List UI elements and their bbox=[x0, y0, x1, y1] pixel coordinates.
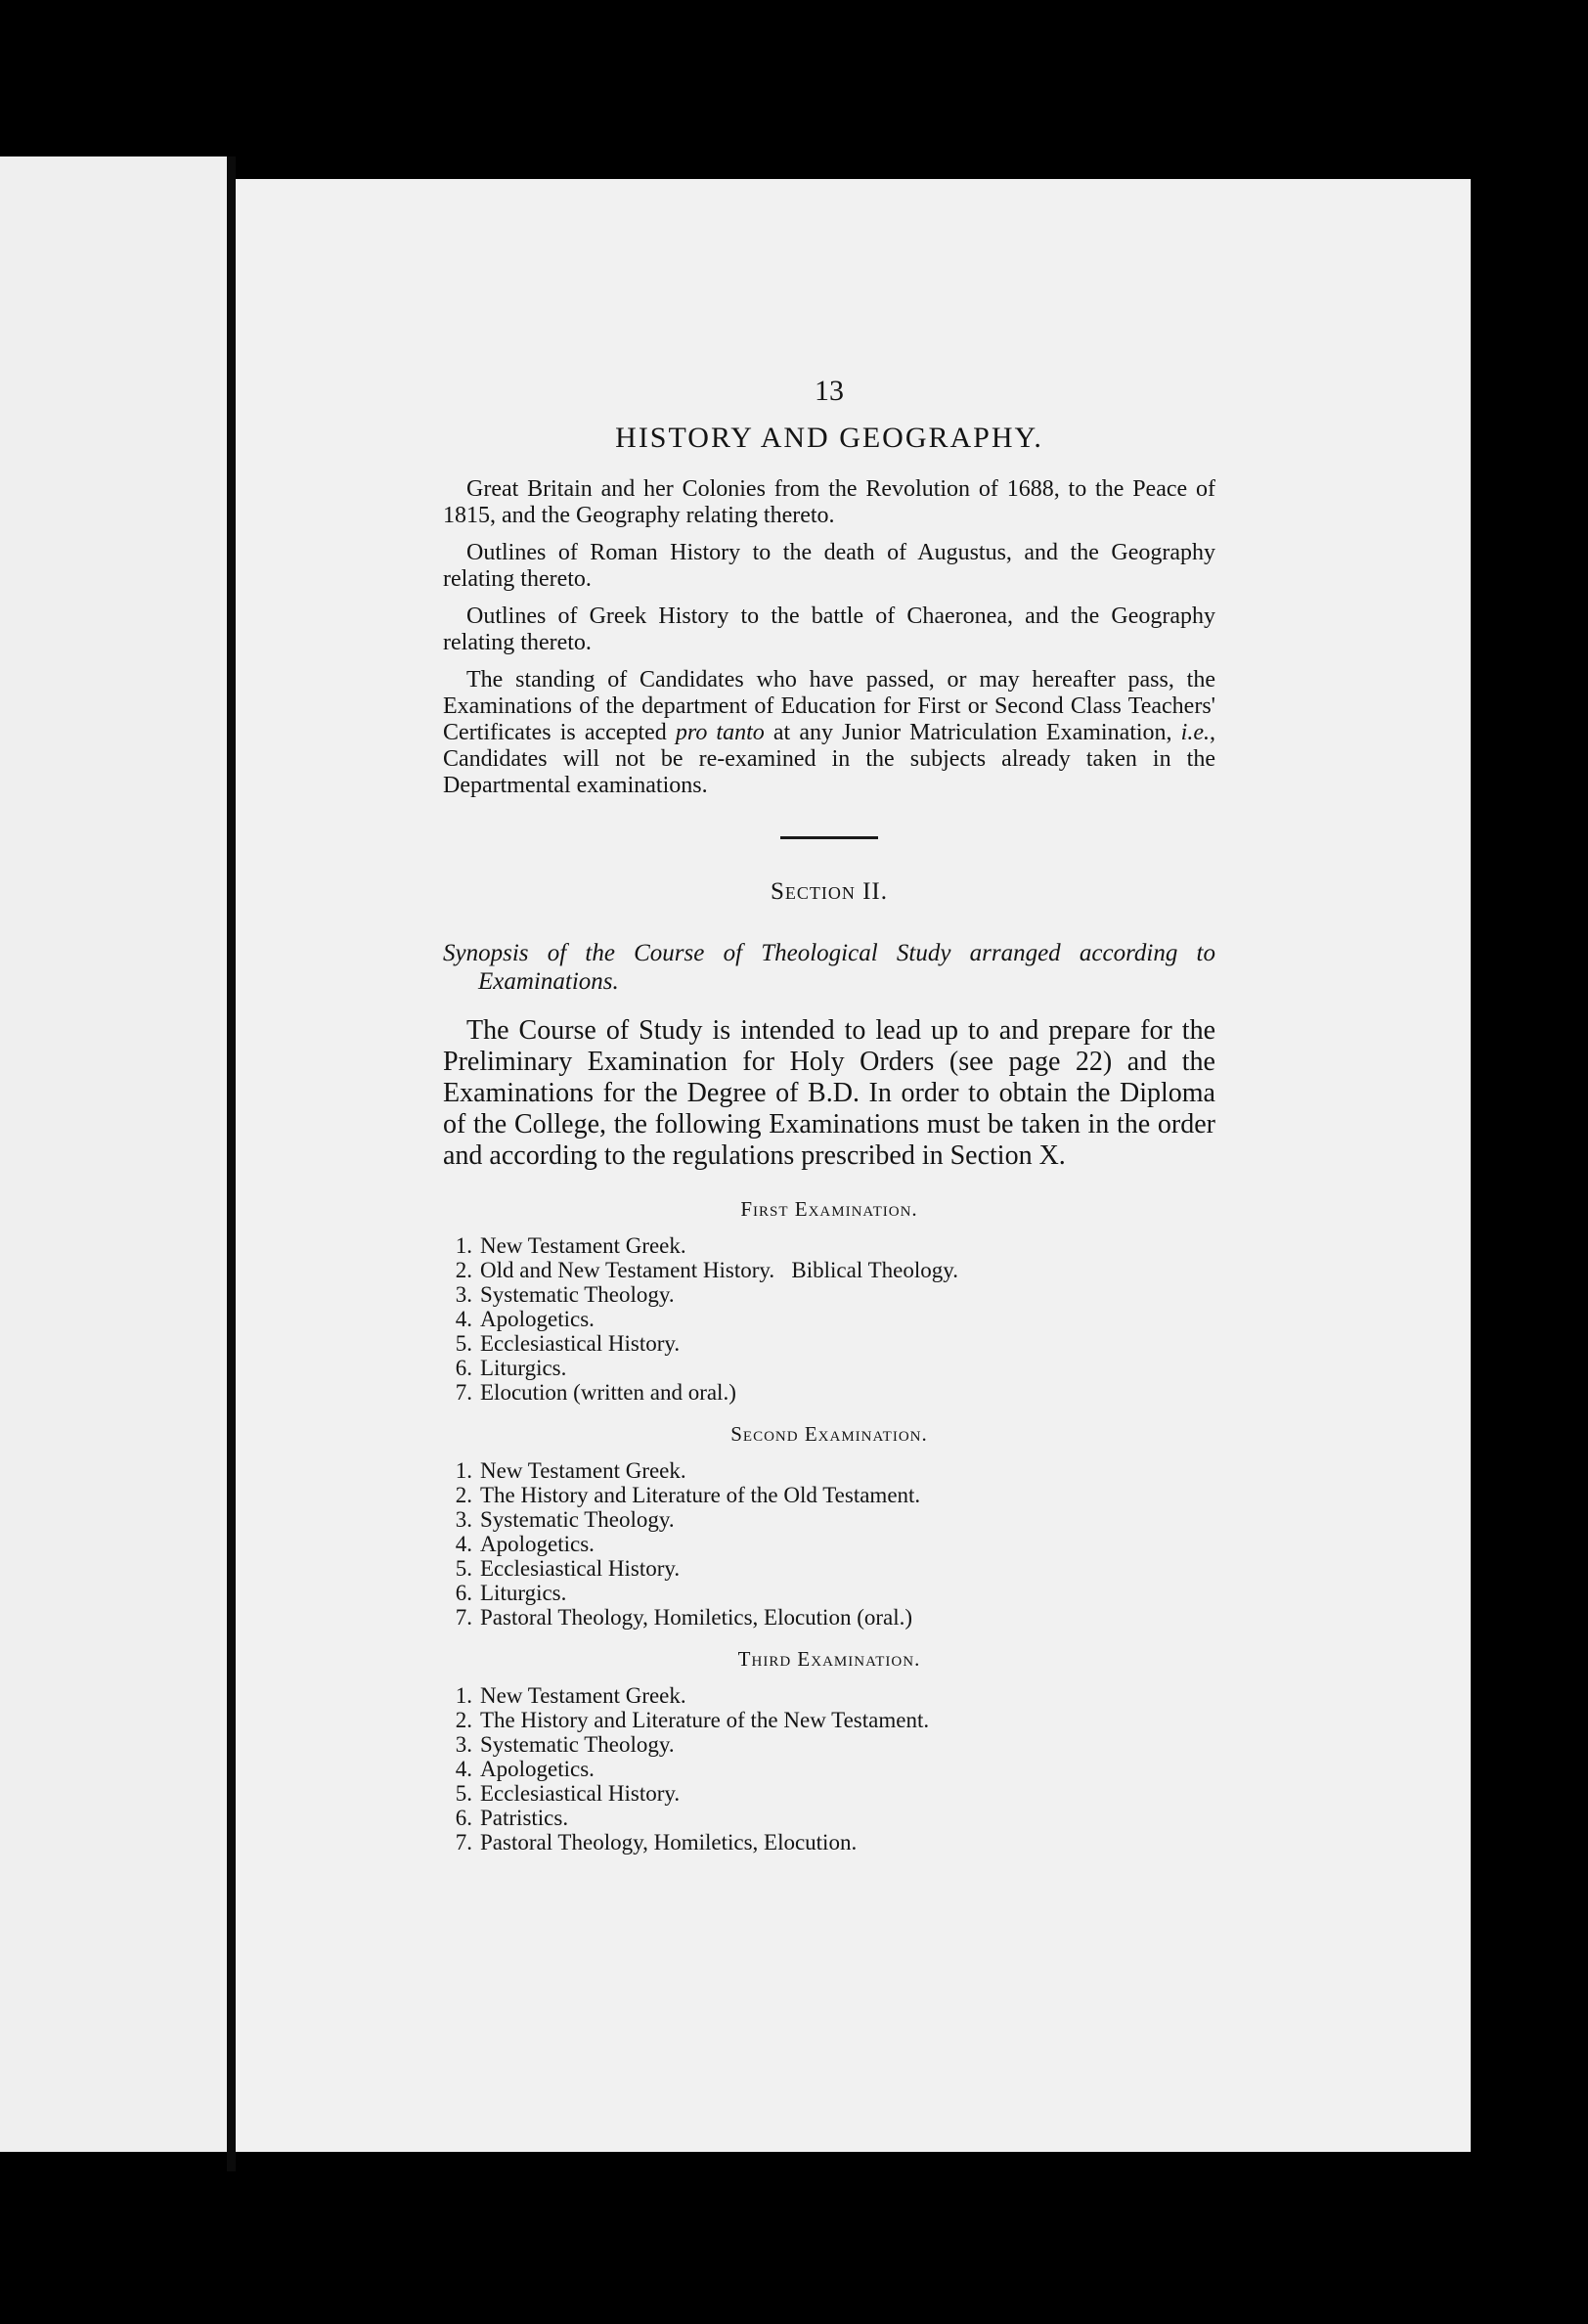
candidates-text-2: at any Junior Matriculation Examination, bbox=[764, 720, 1181, 745]
list-item bbox=[443, 1307, 1215, 1331]
list-item bbox=[443, 1282, 1215, 1307]
list-item bbox=[443, 1258, 1215, 1282]
item-number: 6. bbox=[455, 1806, 472, 1830]
list-item bbox=[443, 1507, 1215, 1532]
list-item bbox=[443, 1556, 1215, 1581]
left-page-edge bbox=[0, 156, 227, 2152]
item-number: 7. bbox=[455, 1380, 472, 1405]
list-item bbox=[443, 1757, 1215, 1781]
exam-heading: Second Examination. bbox=[730, 1422, 928, 1446]
item-text: Systematic Theology. bbox=[480, 1282, 675, 1307]
gutter-line bbox=[227, 156, 236, 2171]
list-item bbox=[443, 1830, 1215, 1855]
item-text: Patristics. bbox=[480, 1806, 569, 1830]
item-text: Apologetics. bbox=[480, 1532, 595, 1556]
item-number: 3. bbox=[455, 1732, 472, 1757]
list-item bbox=[443, 1380, 1215, 1405]
document-page bbox=[236, 179, 1471, 2152]
exam-heading: First Examination. bbox=[740, 1197, 918, 1221]
item-number: 2. bbox=[455, 1483, 472, 1507]
synopsis-heading: Synopsis of the Course of Theological Study arranged according to Examinations. bbox=[443, 940, 1215, 995]
page-number: 13 bbox=[815, 375, 844, 407]
candidates-text-1: The standing of Candidates who have passed, or may hereafter pass, the Examinations of the department of Education for First or Second Class Teachers' Certificates is accepted bbox=[443, 667, 1215, 745]
history-paragraph-2: Outlines of Roman History to the death of Augustus, and the Geography relating thereto. bbox=[443, 540, 1215, 592]
item-number: 1. bbox=[455, 1458, 472, 1483]
item-number: 5. bbox=[455, 1781, 472, 1806]
item-number: 1. bbox=[455, 1233, 472, 1258]
page-content bbox=[443, 375, 1215, 1864]
item-number: 6. bbox=[455, 1356, 472, 1380]
item-text: Apologetics. bbox=[480, 1307, 595, 1331]
history-paragraph-3: Outlines of Greek History to the battle of Chaeronea, and the Geography relating thereto. bbox=[443, 603, 1215, 655]
exam-subject-list bbox=[443, 1458, 1215, 1630]
item-text: New Testament Greek. bbox=[480, 1233, 686, 1258]
item-number: 7. bbox=[455, 1830, 472, 1855]
item-number: 6. bbox=[455, 1581, 472, 1605]
candidates-standing-paragraph bbox=[443, 667, 1215, 799]
item-text: Liturgics. bbox=[480, 1581, 567, 1605]
item-number: 5. bbox=[455, 1556, 472, 1581]
pro-tanto-italic: pro tanto bbox=[675, 720, 765, 745]
item-number: 5. bbox=[455, 1331, 472, 1356]
list-item bbox=[443, 1233, 1215, 1258]
section-divider bbox=[780, 836, 878, 839]
list-item bbox=[443, 1605, 1215, 1630]
item-number: 2. bbox=[455, 1258, 472, 1282]
list-item bbox=[443, 1458, 1215, 1483]
item-text: Ecclesiastical History. bbox=[480, 1331, 681, 1356]
list-item bbox=[443, 1483, 1215, 1507]
exam-second bbox=[443, 1422, 1215, 1630]
item-text: Elocution (written and oral.) bbox=[480, 1380, 736, 1405]
list-item bbox=[443, 1732, 1215, 1757]
item-number: 3. bbox=[455, 1282, 472, 1307]
item-text: Pastoral Theology, Homiletics, Elocution (oral.) bbox=[480, 1605, 913, 1630]
item-number: 4. bbox=[455, 1532, 472, 1556]
exam-subject-list bbox=[443, 1683, 1215, 1855]
course-intro-paragraph: The Course of Study is intended to lead up to and prepare for the Preliminary Examination for Holy Orders (see page 22) and the Examinations for the Degree of B.D. In order to obtain the Diploma of the College, the following Examinations must be taken in the order and according to the regulations prescribed in Section X. bbox=[443, 1015, 1215, 1171]
list-item bbox=[443, 1781, 1215, 1806]
item-number: 7. bbox=[455, 1605, 472, 1630]
section-heading: Section II. bbox=[770, 878, 889, 905]
list-item bbox=[443, 1806, 1215, 1830]
item-text: New Testament Greek. bbox=[480, 1683, 686, 1708]
list-item bbox=[443, 1581, 1215, 1605]
item-text: The History and Literature of the Old Testament. bbox=[480, 1483, 921, 1507]
list-item bbox=[443, 1356, 1215, 1380]
exam-first bbox=[443, 1197, 1215, 1405]
item-number: 3. bbox=[455, 1507, 472, 1532]
item-text: Liturgics. bbox=[480, 1356, 567, 1380]
ie-italic: i.e. bbox=[1180, 720, 1210, 745]
history-paragraph-1: Great Britain and her Colonies from the Revolution of 1688, to the Peace of 1815, and the Geography relating thereto. bbox=[443, 476, 1215, 528]
item-text: New Testament Greek. bbox=[480, 1458, 686, 1483]
candidates-text-3: , Candidates will not be re-examined in the subjects already taken in the Departmental examinations. bbox=[443, 720, 1215, 798]
item-text: The History and Literature of the New Testament. bbox=[480, 1708, 930, 1732]
item-text: Ecclesiastical History. bbox=[480, 1781, 681, 1806]
item-number: 1. bbox=[455, 1683, 472, 1708]
list-item bbox=[443, 1532, 1215, 1556]
exam-third bbox=[443, 1647, 1215, 1855]
list-item bbox=[443, 1331, 1215, 1356]
item-text: Systematic Theology. bbox=[480, 1507, 675, 1532]
item-number: 4. bbox=[455, 1757, 472, 1781]
item-text: Old and New Testament History. Biblical Theology. bbox=[480, 1258, 958, 1282]
exam-heading: Third Examination. bbox=[737, 1647, 921, 1671]
exam-subject-list bbox=[443, 1233, 1215, 1405]
item-text: Pastoral Theology, Homiletics, Elocution. bbox=[480, 1830, 858, 1855]
item-text: Systematic Theology. bbox=[480, 1732, 675, 1757]
list-item bbox=[443, 1683, 1215, 1708]
item-number: 4. bbox=[455, 1307, 472, 1331]
item-text: Apologetics. bbox=[480, 1757, 595, 1781]
item-text: Ecclesiastical History. bbox=[480, 1556, 681, 1581]
history-geography-title: HISTORY AND GEOGRAPHY. bbox=[615, 422, 1043, 454]
list-item bbox=[443, 1708, 1215, 1732]
item-number: 2. bbox=[455, 1708, 472, 1732]
